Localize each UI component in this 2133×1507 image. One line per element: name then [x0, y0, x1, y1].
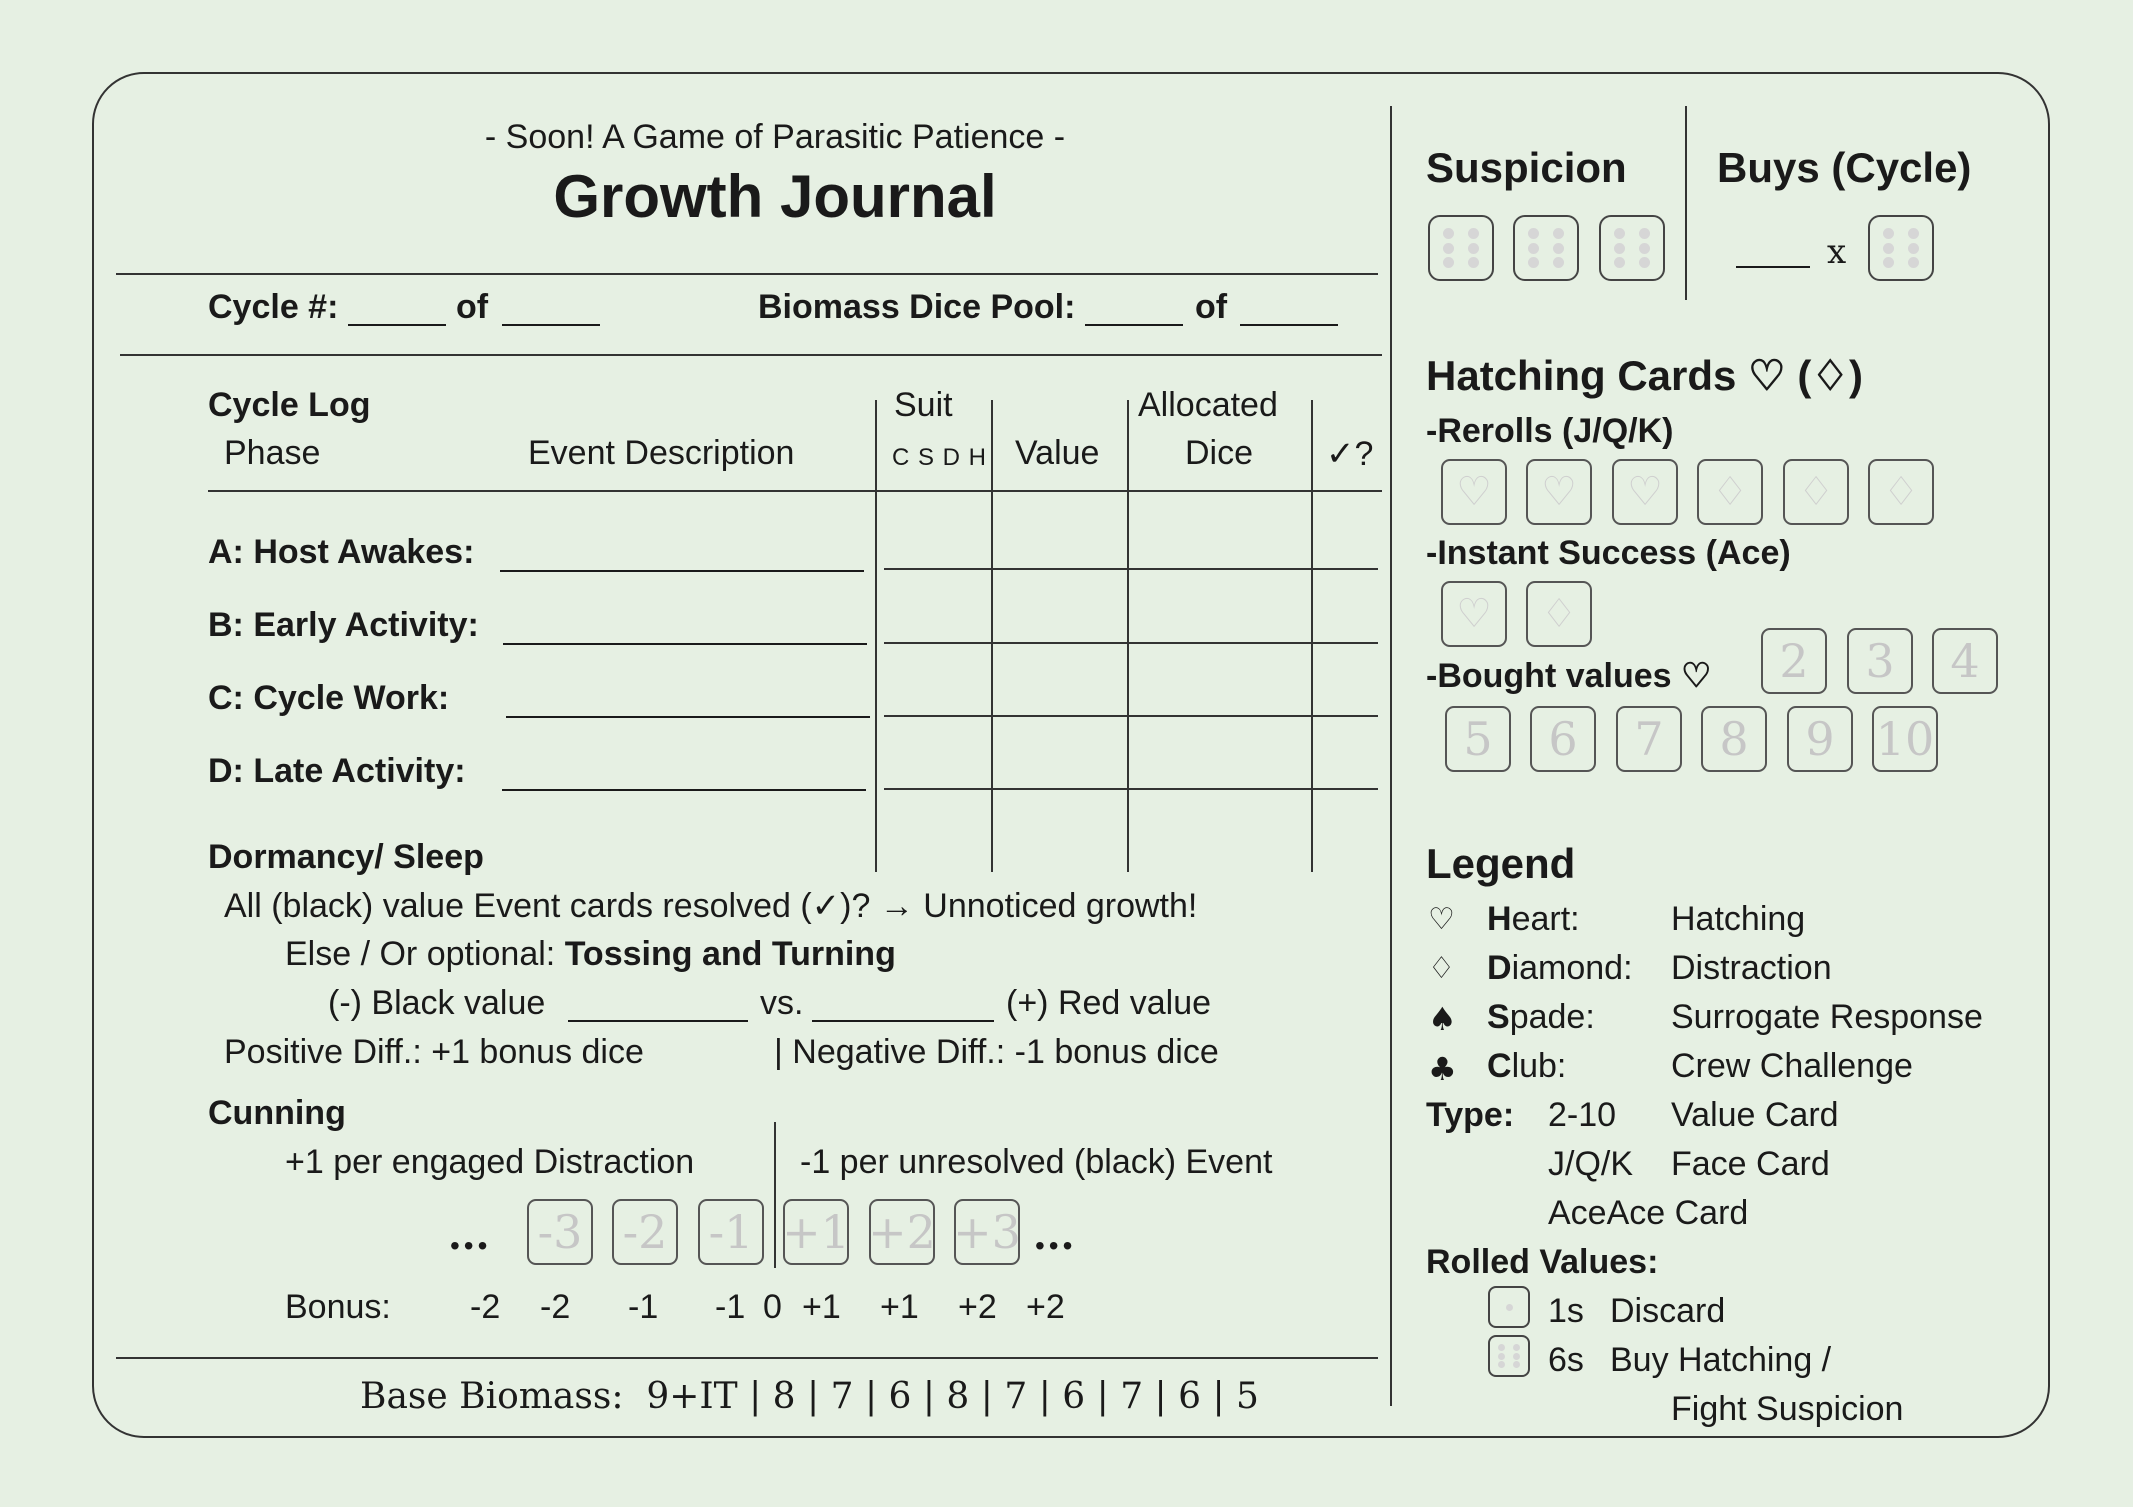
legend-suffix: lub:	[1511, 1047, 1567, 1085]
cunning-slot[interactable]: -1	[698, 1199, 764, 1265]
event-header: Event Description	[528, 434, 795, 472]
die-one-icon	[1488, 1286, 1530, 1328]
dormancy-rule: All (black) value Event cards resolved (✓)? → Unnoticed growth!	[224, 887, 1198, 925]
event-field[interactable]	[506, 716, 870, 718]
positive-diff-rule: Positive Diff.: +1 bonus dice	[224, 1033, 644, 1071]
die-pip	[1639, 228, 1650, 239]
allocated-header: Allocated	[1138, 386, 1278, 424]
phase-label: C: Cycle Work:	[208, 679, 450, 717]
die-six-icon	[1488, 1335, 1530, 1377]
die-pip	[1468, 228, 1479, 239]
page-title: Growth Journal	[553, 163, 997, 230]
legend-initial: S	[1487, 998, 1510, 1036]
rolled-meaning: Discard	[1610, 1292, 1726, 1330]
die-pip	[1468, 243, 1479, 254]
legend-suit-name	[1487, 998, 1595, 1037]
legend-meaning: Crew Challenge	[1671, 1047, 1913, 1085]
instant-slot[interactable]: ♡	[1441, 581, 1507, 647]
bonus-value: -1	[715, 1288, 746, 1326]
ellipsis-right: •••	[1035, 1230, 1077, 1261]
reroll-slot[interactable]: ♡	[1526, 459, 1592, 525]
biomass-total-field[interactable]	[1240, 324, 1338, 326]
bought-slot[interactable]: 5	[1445, 706, 1511, 772]
legend-meaning: Surrogate Response	[1671, 998, 1983, 1036]
bought-slot[interactable]: 10	[1872, 706, 1938, 772]
suspicion-title: Suspicion	[1426, 144, 1627, 191]
legend-suffix: eart:	[1511, 900, 1580, 938]
table-column-rule	[991, 400, 993, 872]
bonus-value: +1	[802, 1288, 841, 1326]
rolled-meaning-continued: Fight Suspicion	[1671, 1390, 1904, 1428]
instant-label: -Instant Success (Ace)	[1426, 534, 1791, 572]
cunning-minus-rule: -1 per unresolved (black) Event	[800, 1143, 1273, 1181]
die-pip	[1528, 257, 1539, 268]
divider	[120, 354, 1382, 356]
legend-suit-name	[1487, 900, 1580, 939]
legend-suffix: pade:	[1509, 998, 1595, 1036]
type-code: 2-10	[1548, 1096, 1617, 1134]
die-pip	[1614, 257, 1625, 268]
bonus-value: -2	[540, 1288, 571, 1326]
die-pip	[1528, 228, 1539, 239]
cunning-slot[interactable]: -3	[527, 1199, 593, 1265]
table-row-rule	[884, 568, 1378, 570]
bought-slot[interactable]: 3	[1847, 628, 1913, 694]
legend-initial: H	[1487, 900, 1512, 938]
suspicion-die[interactable]	[1599, 215, 1665, 281]
die-pip	[1908, 243, 1919, 254]
rolled-face: 6s	[1548, 1341, 1584, 1379]
type-label: Type:	[1426, 1096, 1515, 1134]
legend-suit-name	[1487, 949, 1633, 988]
table-column-rule	[1311, 400, 1313, 872]
base-biomass-label: Base Biomass:	[360, 1376, 624, 1417]
legend-suffix: iamond:	[1511, 949, 1633, 987]
legend-title: Legend	[1426, 840, 1576, 887]
phase-label: A: Host Awakes:	[208, 533, 475, 571]
buys-title: Buys (Cycle)	[1717, 144, 1972, 191]
suit-subheader: C S D H	[892, 444, 988, 471]
bought-slot[interactable]: 9	[1787, 706, 1853, 772]
type-meaning: Ace Card	[1606, 1194, 1749, 1232]
tossing-turning-label: Tossing and Turning	[564, 935, 896, 973]
legend-meaning: Hatching	[1671, 900, 1806, 938]
spade-icon: ♠	[1428, 1000, 1457, 1038]
bonus-value: +2	[958, 1288, 997, 1326]
die-pip	[1639, 243, 1650, 254]
die-pip	[1553, 257, 1564, 268]
type-code: J/Q/K	[1548, 1145, 1634, 1183]
value-header: Value	[1015, 434, 1100, 472]
rolled-meaning: Buy Hatching /	[1610, 1341, 1832, 1379]
suspicion-die[interactable]	[1428, 215, 1494, 281]
cunning-slot[interactable]: +1	[783, 1199, 849, 1265]
die-pip	[1498, 1361, 1505, 1368]
die-pip	[1883, 257, 1894, 268]
heart-icon: ♡	[1428, 902, 1455, 937]
base-biomass	[360, 1376, 1259, 1417]
bought-slot[interactable]: 7	[1616, 706, 1682, 772]
biomass-of-label: of	[1195, 288, 1228, 326]
legend-meaning: Distraction	[1671, 949, 1832, 987]
divider	[116, 273, 1378, 275]
table-header-rule	[208, 490, 1382, 492]
table-column-rule	[875, 400, 877, 872]
bonus-label: Bonus:	[285, 1288, 391, 1326]
suspicion-divider	[1685, 106, 1687, 300]
biomass-label: Biomass Dice Pool:	[758, 288, 1076, 326]
type-meaning: Value Card	[1671, 1096, 1839, 1134]
buys-die[interactable]	[1868, 215, 1934, 281]
bonus-value: 0	[763, 1288, 782, 1326]
suspicion-die[interactable]	[1513, 215, 1579, 281]
black-value-label: (-) Black value	[328, 984, 546, 1022]
table-row-rule	[884, 788, 1378, 790]
reroll-slot[interactable]: ♡	[1441, 459, 1507, 525]
legend-initial: C	[1487, 1047, 1512, 1085]
die-pip	[1498, 1353, 1505, 1360]
bonus-value: +1	[880, 1288, 919, 1326]
type-code: Ace	[1548, 1194, 1607, 1232]
bought-slot[interactable]: 2	[1761, 628, 1827, 694]
die-pip	[1468, 257, 1479, 268]
dice-header: Dice	[1185, 434, 1254, 472]
ellipsis-left: •••	[450, 1230, 492, 1261]
table-column-rule	[1127, 400, 1129, 872]
legend-suit-name	[1487, 1047, 1566, 1086]
buys-count-field[interactable]	[1736, 266, 1810, 268]
check-header: ✓?	[1326, 435, 1374, 473]
red-value-field[interactable]	[812, 1020, 994, 1022]
type-entry	[1548, 1194, 1748, 1233]
event-field[interactable]	[502, 789, 866, 791]
table-row-rule	[884, 642, 1378, 644]
dormancy-option	[285, 935, 896, 974]
hatching-title: Hatching Cards ♡ (♢)	[1426, 352, 1864, 399]
panel-divider	[1390, 106, 1392, 1406]
cycle-log-title: Cycle Log	[208, 386, 371, 424]
instant-slot[interactable]: ♢	[1526, 581, 1592, 647]
bought-slot[interactable]: 6	[1530, 706, 1596, 772]
suit-header: Suit	[894, 386, 953, 424]
bonus-value: +2	[1026, 1288, 1065, 1326]
die-pip	[1498, 1344, 1505, 1351]
die-pip	[1513, 1344, 1520, 1351]
cycle-of-label: of	[456, 288, 489, 326]
die-pip	[1443, 243, 1454, 254]
cycle-total-field[interactable]	[502, 324, 600, 326]
die-pip	[1883, 243, 1894, 254]
biomass-count-field[interactable]	[1085, 324, 1183, 326]
bought-slot[interactable]: 8	[1701, 706, 1767, 772]
die-pip	[1883, 228, 1894, 239]
club-icon: ♣	[1428, 1050, 1457, 1088]
rolled-values-label: Rolled Values:	[1426, 1243, 1659, 1281]
phase-label: D: Late Activity:	[208, 752, 466, 790]
divider	[116, 1357, 1378, 1359]
dormancy-title: Dormancy/ Sleep	[208, 838, 484, 876]
buys-times-label: x	[1827, 232, 1847, 272]
phase-header: Phase	[224, 434, 321, 472]
reroll-slot[interactable]: ♢	[1868, 459, 1934, 525]
event-field[interactable]	[500, 570, 864, 572]
die-pip	[1908, 228, 1919, 239]
negative-diff-rule: | Negative Diff.: -1 bonus dice	[774, 1033, 1219, 1071]
cunning-slot[interactable]: +2	[869, 1199, 935, 1265]
type-meaning: Face Card	[1671, 1145, 1830, 1183]
red-value-label: (+) Red value	[1006, 984, 1212, 1022]
table-row-rule	[884, 715, 1378, 717]
cunning-slot[interactable]: -2	[612, 1199, 678, 1265]
die-pip	[1614, 228, 1625, 239]
die-pip	[1513, 1361, 1520, 1368]
reroll-slot[interactable]: ♢	[1697, 459, 1763, 525]
phase-label: B: Early Activity:	[208, 606, 479, 644]
black-value-field[interactable]	[568, 1020, 748, 1022]
die-pip	[1614, 243, 1625, 254]
rolled-face: 1s	[1548, 1292, 1584, 1330]
bought-slot[interactable]: 4	[1932, 628, 1998, 694]
cunning-divider	[774, 1122, 776, 1268]
bonus-value: -1	[628, 1288, 659, 1326]
die-pip	[1506, 1304, 1513, 1311]
die-pip	[1513, 1353, 1520, 1360]
bonus-value: -2	[470, 1288, 501, 1326]
cunning-title: Cunning	[208, 1094, 346, 1132]
cycle-number-field[interactable]	[348, 324, 446, 326]
base-biomass-values: 9+IT | 8 | 7 | 6 | 8 | 7 | 6 | 7 | 6 | 5	[646, 1376, 1259, 1417]
vs-label: vs.	[760, 984, 804, 1022]
cycle-label: Cycle #:	[208, 288, 339, 326]
reroll-slot[interactable]: ♢	[1783, 459, 1849, 525]
event-field[interactable]	[503, 643, 867, 645]
die-pip	[1553, 243, 1564, 254]
cunning-slot[interactable]: +3	[954, 1199, 1020, 1265]
reroll-slot[interactable]: ♡	[1612, 459, 1678, 525]
subtitle: - Soon! A Game of Parasitic Patience -	[484, 118, 1066, 156]
die-pip	[1553, 228, 1564, 239]
rerolls-label: -Rerolls (J/Q/K)	[1426, 412, 1674, 450]
diamond-icon: ♢	[1428, 951, 1455, 986]
die-pip	[1908, 257, 1919, 268]
legend-initial: D	[1487, 949, 1512, 987]
bought-label: -Bought values ♡	[1426, 657, 1712, 695]
die-pip	[1528, 243, 1539, 254]
cunning-plus-rule: +1 per engaged Distraction	[285, 1143, 695, 1181]
die-pip	[1639, 257, 1650, 268]
dormancy-option-prefix: Else / Or optional:	[285, 935, 565, 973]
die-pip	[1443, 257, 1454, 268]
die-pip	[1443, 228, 1454, 239]
